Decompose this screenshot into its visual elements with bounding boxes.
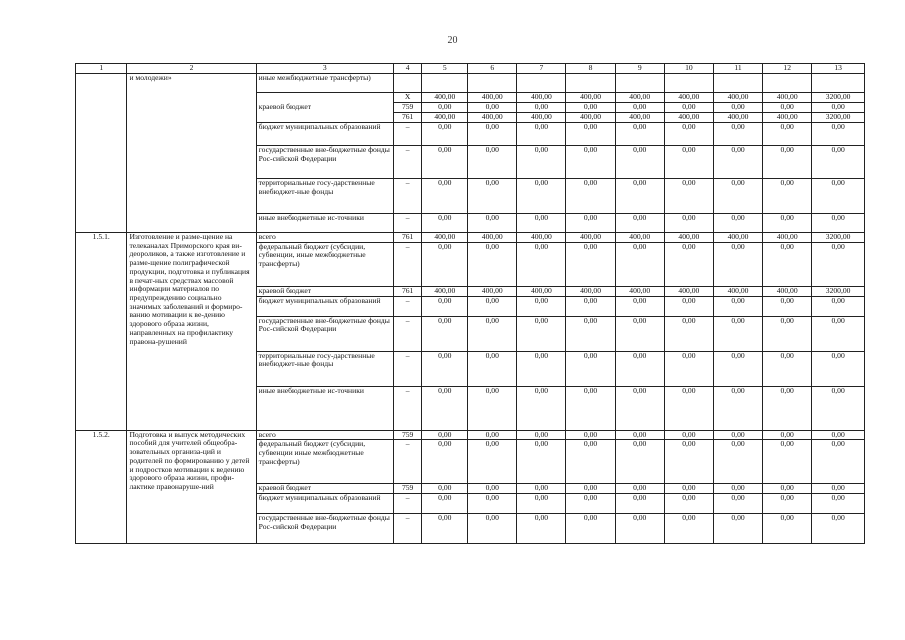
amount-cell: 0,00 — [615, 514, 664, 544]
page-number: 20 — [447, 35, 458, 46]
amount-cell: 3200,00 — [812, 286, 865, 296]
amount-cell: 0,00 — [517, 123, 566, 146]
budget-table — [75, 63, 865, 544]
amount-cell: 0,00 — [812, 316, 865, 351]
amount-cell: 0,00 — [468, 146, 517, 179]
amount-cell: 0,00 — [468, 103, 517, 113]
amount-cell: 0,00 — [713, 179, 762, 214]
column-number: 9 — [615, 64, 664, 74]
amount-cell: 0,00 — [566, 386, 615, 430]
budget-code: – — [393, 494, 422, 514]
amount-cell: 0,00 — [468, 179, 517, 214]
amount-cell: 0,00 — [713, 242, 762, 286]
funding-source: иные внебюджетные ис-точники — [256, 214, 393, 233]
amount-cell: 0,00 — [812, 484, 865, 494]
amount-cell: 0,00 — [517, 494, 566, 514]
amount-cell: 400,00 — [566, 113, 615, 123]
amount-cell: 3200,00 — [812, 233, 865, 243]
table-row — [76, 74, 865, 93]
amount-cell: 0,00 — [422, 514, 468, 544]
amount-cell: 0,00 — [517, 296, 566, 316]
amount-cell: 0,00 — [566, 242, 615, 286]
amount-cell: 0,00 — [566, 316, 615, 351]
amount-cell: 400,00 — [422, 113, 468, 123]
amount-cell: 0,00 — [517, 214, 566, 233]
amount-cell: 0,00 — [468, 351, 517, 386]
amount-cell: 0,00 — [664, 440, 713, 484]
amount-cell: 400,00 — [468, 93, 517, 103]
column-number: 7 — [517, 64, 566, 74]
amount-cell: 0,00 — [422, 440, 468, 484]
amount-cell: 400,00 — [763, 93, 812, 103]
amount-cell: 0,00 — [664, 316, 713, 351]
amount-cell: 0,00 — [615, 242, 664, 286]
amount-cell: 0,00 — [517, 316, 566, 351]
amount-cell: 0,00 — [517, 430, 566, 440]
column-number-row — [76, 64, 865, 74]
amount-cell: 0,00 — [763, 430, 812, 440]
amount-cell: 0,00 — [566, 146, 615, 179]
budget-code: – — [393, 179, 422, 214]
amount-cell — [517, 74, 566, 93]
amount-cell: 0,00 — [763, 296, 812, 316]
budget-code: 759 — [393, 103, 422, 113]
amount-cell: 0,00 — [468, 123, 517, 146]
funding-source: бюджет муниципальных образований — [256, 494, 393, 514]
amount-cell: 400,00 — [566, 93, 615, 103]
item-code — [76, 74, 127, 233]
column-number: 4 — [393, 64, 422, 74]
funding-source: краевой бюджет — [256, 484, 393, 494]
amount-cell: 0,00 — [713, 494, 762, 514]
amount-cell: 400,00 — [566, 286, 615, 296]
amount-cell: 0,00 — [812, 123, 865, 146]
budget-code: 761 — [393, 286, 422, 296]
amount-cell: 0,00 — [615, 351, 664, 386]
column-number: 12 — [763, 64, 812, 74]
amount-cell: 0,00 — [468, 430, 517, 440]
funding-source: государственные вне-бюджетные фонды Рос-сийской Федерации — [256, 514, 393, 544]
amount-cell: 0,00 — [763, 494, 812, 514]
budget-code: 759 — [393, 430, 422, 440]
amount-cell: 0,00 — [615, 430, 664, 440]
amount-cell: 400,00 — [517, 286, 566, 296]
amount-cell: 0,00 — [664, 179, 713, 214]
amount-cell: 400,00 — [664, 93, 713, 103]
amount-cell: 400,00 — [763, 113, 812, 123]
amount-cell: 0,00 — [566, 430, 615, 440]
amount-cell: 0,00 — [713, 214, 762, 233]
amount-cell: 400,00 — [422, 93, 468, 103]
amount-cell: 0,00 — [664, 103, 713, 113]
amount-cell: 0,00 — [763, 242, 812, 286]
amount-cell: 0,00 — [468, 242, 517, 286]
amount-cell: 0,00 — [664, 430, 713, 440]
budget-code: – — [393, 296, 422, 316]
amount-cell: 0,00 — [566, 440, 615, 484]
funding-source: федеральный бюджет (субсидии, субвенции иные межбюджетные трансферты) — [256, 440, 393, 484]
amount-cell: 0,00 — [812, 214, 865, 233]
amount-cell — [812, 74, 865, 93]
budget-code: 761 — [393, 113, 422, 123]
amount-cell — [468, 74, 517, 93]
amount-cell: 0,00 — [713, 351, 762, 386]
amount-cell: 400,00 — [713, 93, 762, 103]
amount-cell: 0,00 — [763, 316, 812, 351]
amount-cell: 0,00 — [615, 123, 664, 146]
amount-cell: 0,00 — [664, 514, 713, 544]
amount-cell: 0,00 — [422, 179, 468, 214]
amount-cell: 0,00 — [468, 386, 517, 430]
column-number: 10 — [664, 64, 713, 74]
budget-code — [393, 74, 422, 93]
amount-cell: 0,00 — [713, 146, 762, 179]
amount-cell: 0,00 — [615, 146, 664, 179]
amount-cell: 0,00 — [763, 146, 812, 179]
amount-cell: 0,00 — [517, 484, 566, 494]
amount-cell: 0,00 — [664, 296, 713, 316]
amount-cell: 0,00 — [615, 179, 664, 214]
funding-source: территориальные госу-дарственные внебюджет-ные фонды — [256, 179, 393, 214]
amount-cell: 3200,00 — [812, 113, 865, 123]
budget-code: 761 — [393, 233, 422, 243]
amount-cell: 400,00 — [422, 233, 468, 243]
amount-cell: 0,00 — [422, 103, 468, 113]
amount-cell: 0,00 — [517, 514, 566, 544]
amount-cell: 0,00 — [615, 214, 664, 233]
amount-cell: 0,00 — [812, 386, 865, 430]
amount-cell: 400,00 — [517, 113, 566, 123]
amount-cell: 0,00 — [422, 123, 468, 146]
budget-code: – — [393, 514, 422, 544]
amount-cell: 0,00 — [763, 123, 812, 146]
amount-cell: 400,00 — [517, 233, 566, 243]
amount-cell: 400,00 — [664, 233, 713, 243]
amount-cell: 0,00 — [468, 440, 517, 484]
amount-cell: 0,00 — [517, 440, 566, 484]
amount-cell: 0,00 — [713, 316, 762, 351]
amount-cell: 0,00 — [763, 440, 812, 484]
item-name: и молодежи» — [127, 74, 256, 233]
funding-source: бюджет муниципальных образований — [256, 123, 393, 146]
amount-cell: 0,00 — [468, 214, 517, 233]
amount-cell: 0,00 — [517, 146, 566, 179]
amount-cell: 400,00 — [615, 93, 664, 103]
amount-cell: 0,00 — [664, 494, 713, 514]
amount-cell: 0,00 — [763, 514, 812, 544]
amount-cell: 400,00 — [566, 233, 615, 243]
column-number: 2 — [127, 64, 256, 74]
budget-code: 759 — [393, 484, 422, 494]
column-number: 3 — [256, 64, 393, 74]
amount-cell: 400,00 — [615, 113, 664, 123]
funding-source: всего — [256, 233, 393, 243]
table-row — [76, 233, 865, 243]
funding-source: государственные вне-бюджетные фонды Рос-сийской Федерации — [256, 146, 393, 179]
amount-cell: 0,00 — [422, 296, 468, 316]
amount-cell — [664, 74, 713, 93]
funding-source: государственные вне-бюджетные фонды Рос-сийской Федерации — [256, 316, 393, 351]
column-number: 11 — [713, 64, 762, 74]
amount-cell: 0,00 — [566, 179, 615, 214]
amount-cell: 0,00 — [713, 484, 762, 494]
amount-cell — [763, 74, 812, 93]
amount-cell: 0,00 — [615, 386, 664, 430]
amount-cell: 400,00 — [664, 113, 713, 123]
amount-cell: 0,00 — [713, 430, 762, 440]
amount-cell: 400,00 — [713, 286, 762, 296]
amount-cell: 400,00 — [517, 93, 566, 103]
amount-cell: 0,00 — [763, 386, 812, 430]
funding-source: федеральный бюджет (субсидии, субвенции, иные межбюджетные трансферты) — [256, 242, 393, 286]
column-number: 8 — [566, 64, 615, 74]
amount-cell: 0,00 — [812, 351, 865, 386]
amount-cell: 0,00 — [664, 146, 713, 179]
funding-source: территориальные госу-дарственные внебюджет-ные фонды — [256, 351, 393, 386]
amount-cell: 0,00 — [422, 316, 468, 351]
amount-cell: 0,00 — [713, 123, 762, 146]
amount-cell: 0,00 — [468, 316, 517, 351]
amount-cell: 400,00 — [468, 233, 517, 243]
amount-cell: 0,00 — [615, 484, 664, 494]
amount-cell: 0,00 — [812, 514, 865, 544]
amount-cell: 0,00 — [615, 103, 664, 113]
column-number: 6 — [468, 64, 517, 74]
amount-cell: 0,00 — [422, 484, 468, 494]
amount-cell: 0,00 — [615, 316, 664, 351]
amount-cell: 0,00 — [615, 494, 664, 514]
amount-cell: 0,00 — [566, 123, 615, 146]
amount-cell: 0,00 — [517, 179, 566, 214]
funding-source: краевой бюджет — [256, 93, 393, 123]
amount-cell: 0,00 — [763, 214, 812, 233]
amount-cell: 400,00 — [713, 113, 762, 123]
amount-cell: 0,00 — [664, 123, 713, 146]
amount-cell: 0,00 — [566, 351, 615, 386]
amount-cell: 0,00 — [812, 179, 865, 214]
amount-cell: 0,00 — [763, 103, 812, 113]
amount-cell: 0,00 — [812, 103, 865, 113]
amount-cell: 0,00 — [664, 351, 713, 386]
budget-code: – — [393, 386, 422, 430]
funding-source: всего — [256, 430, 393, 440]
amount-cell: 0,00 — [713, 386, 762, 430]
amount-cell: 0,00 — [422, 386, 468, 430]
amount-cell: 0,00 — [468, 494, 517, 514]
amount-cell: 0,00 — [517, 242, 566, 286]
amount-cell: 0,00 — [517, 386, 566, 430]
amount-cell: 0,00 — [664, 386, 713, 430]
amount-cell: 0,00 — [566, 214, 615, 233]
column-number: 13 — [812, 64, 865, 74]
amount-cell: 0,00 — [517, 351, 566, 386]
amount-cell: 3200,00 — [812, 93, 865, 103]
amount-cell: 0,00 — [713, 296, 762, 316]
amount-cell: 0,00 — [664, 484, 713, 494]
column-number: 5 — [422, 64, 468, 74]
item-code: 1.5.1. — [76, 233, 127, 431]
budget-code: – — [393, 214, 422, 233]
amount-cell: 0,00 — [422, 146, 468, 179]
amount-cell: 0,00 — [422, 351, 468, 386]
amount-cell: 0,00 — [713, 514, 762, 544]
amount-cell: 0,00 — [566, 514, 615, 544]
amount-cell: 0,00 — [566, 103, 615, 113]
amount-cell: 0,00 — [664, 214, 713, 233]
amount-cell: 400,00 — [664, 286, 713, 296]
budget-code: – — [393, 242, 422, 286]
amount-cell: 0,00 — [713, 103, 762, 113]
amount-cell: 0,00 — [812, 430, 865, 440]
item-name: Подготовка и выпуск методических пособий для учителей общеобра-зовательных организа-ций и родителей по формированию у детей и подростков мотивации к ведению здорового образа жизни, профи-лактике правонаруше-ний — [127, 430, 256, 544]
amount-cell: 0,00 — [763, 351, 812, 386]
amount-cell: 0,00 — [566, 484, 615, 494]
amount-cell: 400,00 — [468, 286, 517, 296]
amount-cell: 0,00 — [812, 146, 865, 179]
funding-source: краевой бюджет — [256, 286, 393, 296]
amount-cell: 400,00 — [763, 233, 812, 243]
amount-cell: 0,00 — [615, 296, 664, 316]
amount-cell — [713, 74, 762, 93]
amount-cell: 0,00 — [566, 296, 615, 316]
amount-cell: 400,00 — [468, 113, 517, 123]
amount-cell: 0,00 — [763, 179, 812, 214]
column-number: 1 — [76, 64, 127, 74]
amount-cell: 0,00 — [517, 103, 566, 113]
item-name: Изготовление и разме-щение на телеканалах Приморского края ви-деороликов, а также изготовление и разме-щение полиграфической продукции, подготовка и публикация в печат-ных средствах массовой информации материалов по предупреждению социально значимых заболеваний и формиро-ванию мотивации к ве-дению здорового образа жизни, направленных на профилактику правона-рушений — [127, 233, 256, 431]
amount-cell: 0,00 — [468, 514, 517, 544]
funding-source: бюджет муниципальных образований — [256, 296, 393, 316]
amount-cell: 0,00 — [566, 494, 615, 514]
amount-cell: 0,00 — [812, 494, 865, 514]
amount-cell: 0,00 — [468, 296, 517, 316]
amount-cell: 0,00 — [422, 430, 468, 440]
amount-cell — [566, 74, 615, 93]
amount-cell: 0,00 — [812, 440, 865, 484]
amount-cell: 400,00 — [713, 233, 762, 243]
amount-cell: 0,00 — [664, 242, 713, 286]
funding-source: иные внебюджетные ис-точники — [256, 386, 393, 430]
amount-cell: 0,00 — [422, 494, 468, 514]
budget-code: – — [393, 440, 422, 484]
table-row — [76, 430, 865, 440]
amount-cell: 0,00 — [812, 242, 865, 286]
budget-code: – — [393, 351, 422, 386]
amount-cell: 0,00 — [763, 484, 812, 494]
item-code: 1.5.2. — [76, 430, 127, 544]
amount-cell: 0,00 — [812, 296, 865, 316]
budget-code: – — [393, 146, 422, 179]
amount-cell: 400,00 — [763, 286, 812, 296]
amount-cell: 0,00 — [422, 214, 468, 233]
amount-cell: 400,00 — [615, 233, 664, 243]
budget-code: – — [393, 316, 422, 351]
amount-cell — [615, 74, 664, 93]
amount-cell: 0,00 — [468, 484, 517, 494]
funding-source: иные межбюджетные трансферты) — [256, 74, 393, 93]
budget-code: X — [393, 93, 422, 103]
amount-cell — [422, 74, 468, 93]
amount-cell: 0,00 — [713, 440, 762, 484]
amount-cell: 400,00 — [615, 286, 664, 296]
budget-code: – — [393, 123, 422, 146]
amount-cell: 0,00 — [422, 242, 468, 286]
amount-cell: 0,00 — [615, 440, 664, 484]
amount-cell: 400,00 — [422, 286, 468, 296]
